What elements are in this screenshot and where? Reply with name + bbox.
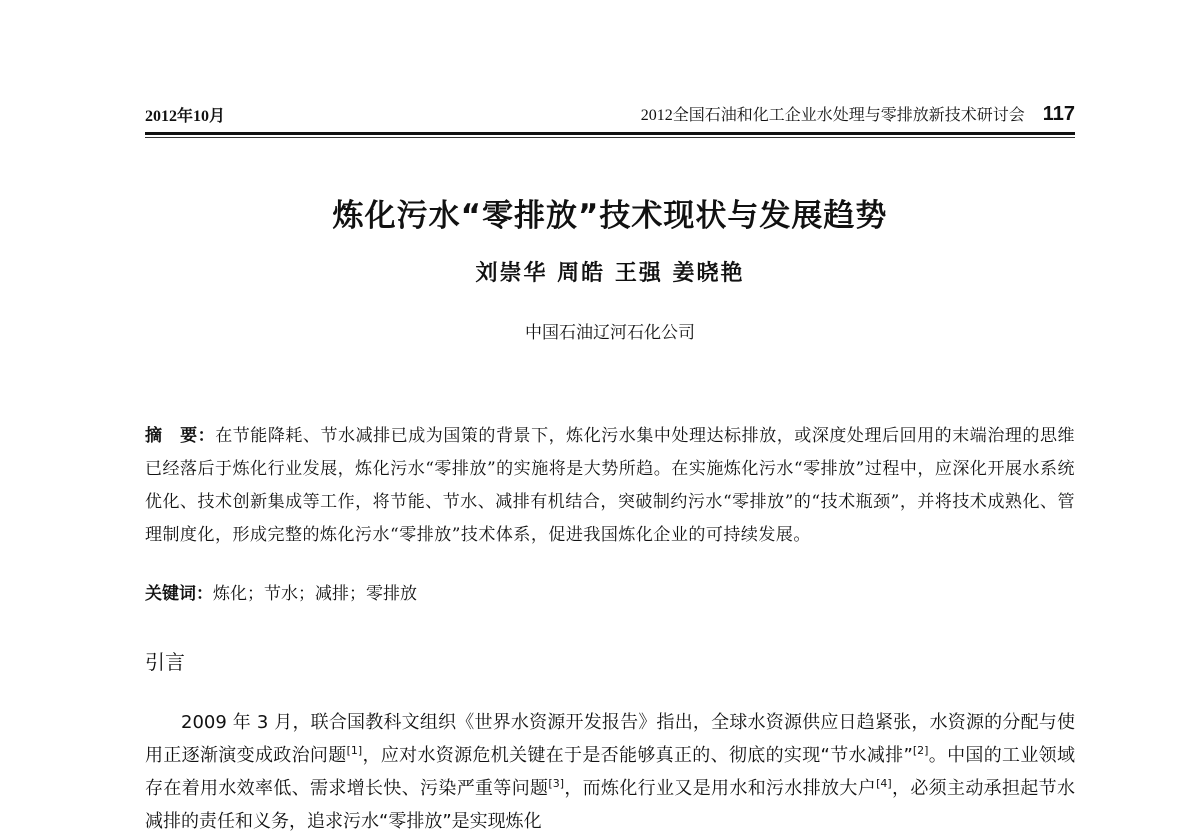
keywords	[145, 580, 1075, 608]
intro-paragraph	[145, 706, 1076, 832]
abstract-text: 在节能降耗、节水减排已成为国策的背景下，炼化污水集中处理达标排放，或深度处理后回用的末端治理的思维已经落后于炼化行业发展，炼化污水“零排放”的实施将是大势所趋。在实施炼化污水“零排放”过程中，应深化开展水系统优化、技术创新集成等工作，将节能、节水、减排有机结合，突破制约污水“零排放”的“技术瓶颈”，并将技术成熟化、管理制度化，形成完整的炼化污水“零排放”技术体系，促进我国炼化企业的可持续发展。	[145, 426, 1076, 545]
intro-text-4: ，而炼化行业又是用水和污水排放大户	[564, 778, 877, 799]
intro-text-2: ，应对水资源危机关键在于是否能够真正的、彻底的实现“节水减排”	[362, 745, 913, 766]
citation-1: [1]	[346, 744, 363, 757]
section-heading-intro: 引言	[145, 650, 185, 674]
header-rule-thick	[145, 132, 1075, 135]
page-number: 117	[1042, 103, 1075, 125]
abstract	[145, 420, 1075, 552]
intro-text-5: ，必须主动承担起节水减排的责任和义务，追求污水“零排放”是实现炼化	[145, 778, 1076, 832]
header-rule-thin	[145, 137, 1075, 138]
header-conference-name: 2012全国石油和化工企业水处理与零排放新技术研讨会	[640, 107, 1025, 124]
paper-title: 炼化污水“零排放”技术现状与发展趋势	[332, 198, 888, 234]
header-date: 2012年10月	[145, 108, 226, 125]
header-conference	[641, 102, 1075, 126]
keywords-label: 关键词：	[145, 584, 213, 604]
citation-4: [4]	[876, 777, 892, 790]
intro-text-3: 。中国的工业领域存在着用水效率低、需求增长快、污染严重等问题	[145, 745, 1076, 799]
keywords-text: 炼化；节水；减排；零排放	[213, 584, 417, 604]
running-header	[145, 102, 1075, 130]
citation-3: [3]	[548, 777, 564, 790]
abstract-label: 摘 要：	[145, 426, 216, 446]
citation-2: [2]	[912, 744, 929, 757]
intro-text-1: 2009 年 3 月，联合国教科文组织《世界水资源开发报告》指出，全球水资源供应日趋紧张，水资源的分配与使用正逐渐演变成政治问题	[145, 712, 1075, 766]
paper-authors: 刘崇华 周皓 王强 姜晓艳	[475, 260, 745, 286]
paper-affiliation: 中国石油辽河石化公司	[525, 323, 695, 343]
